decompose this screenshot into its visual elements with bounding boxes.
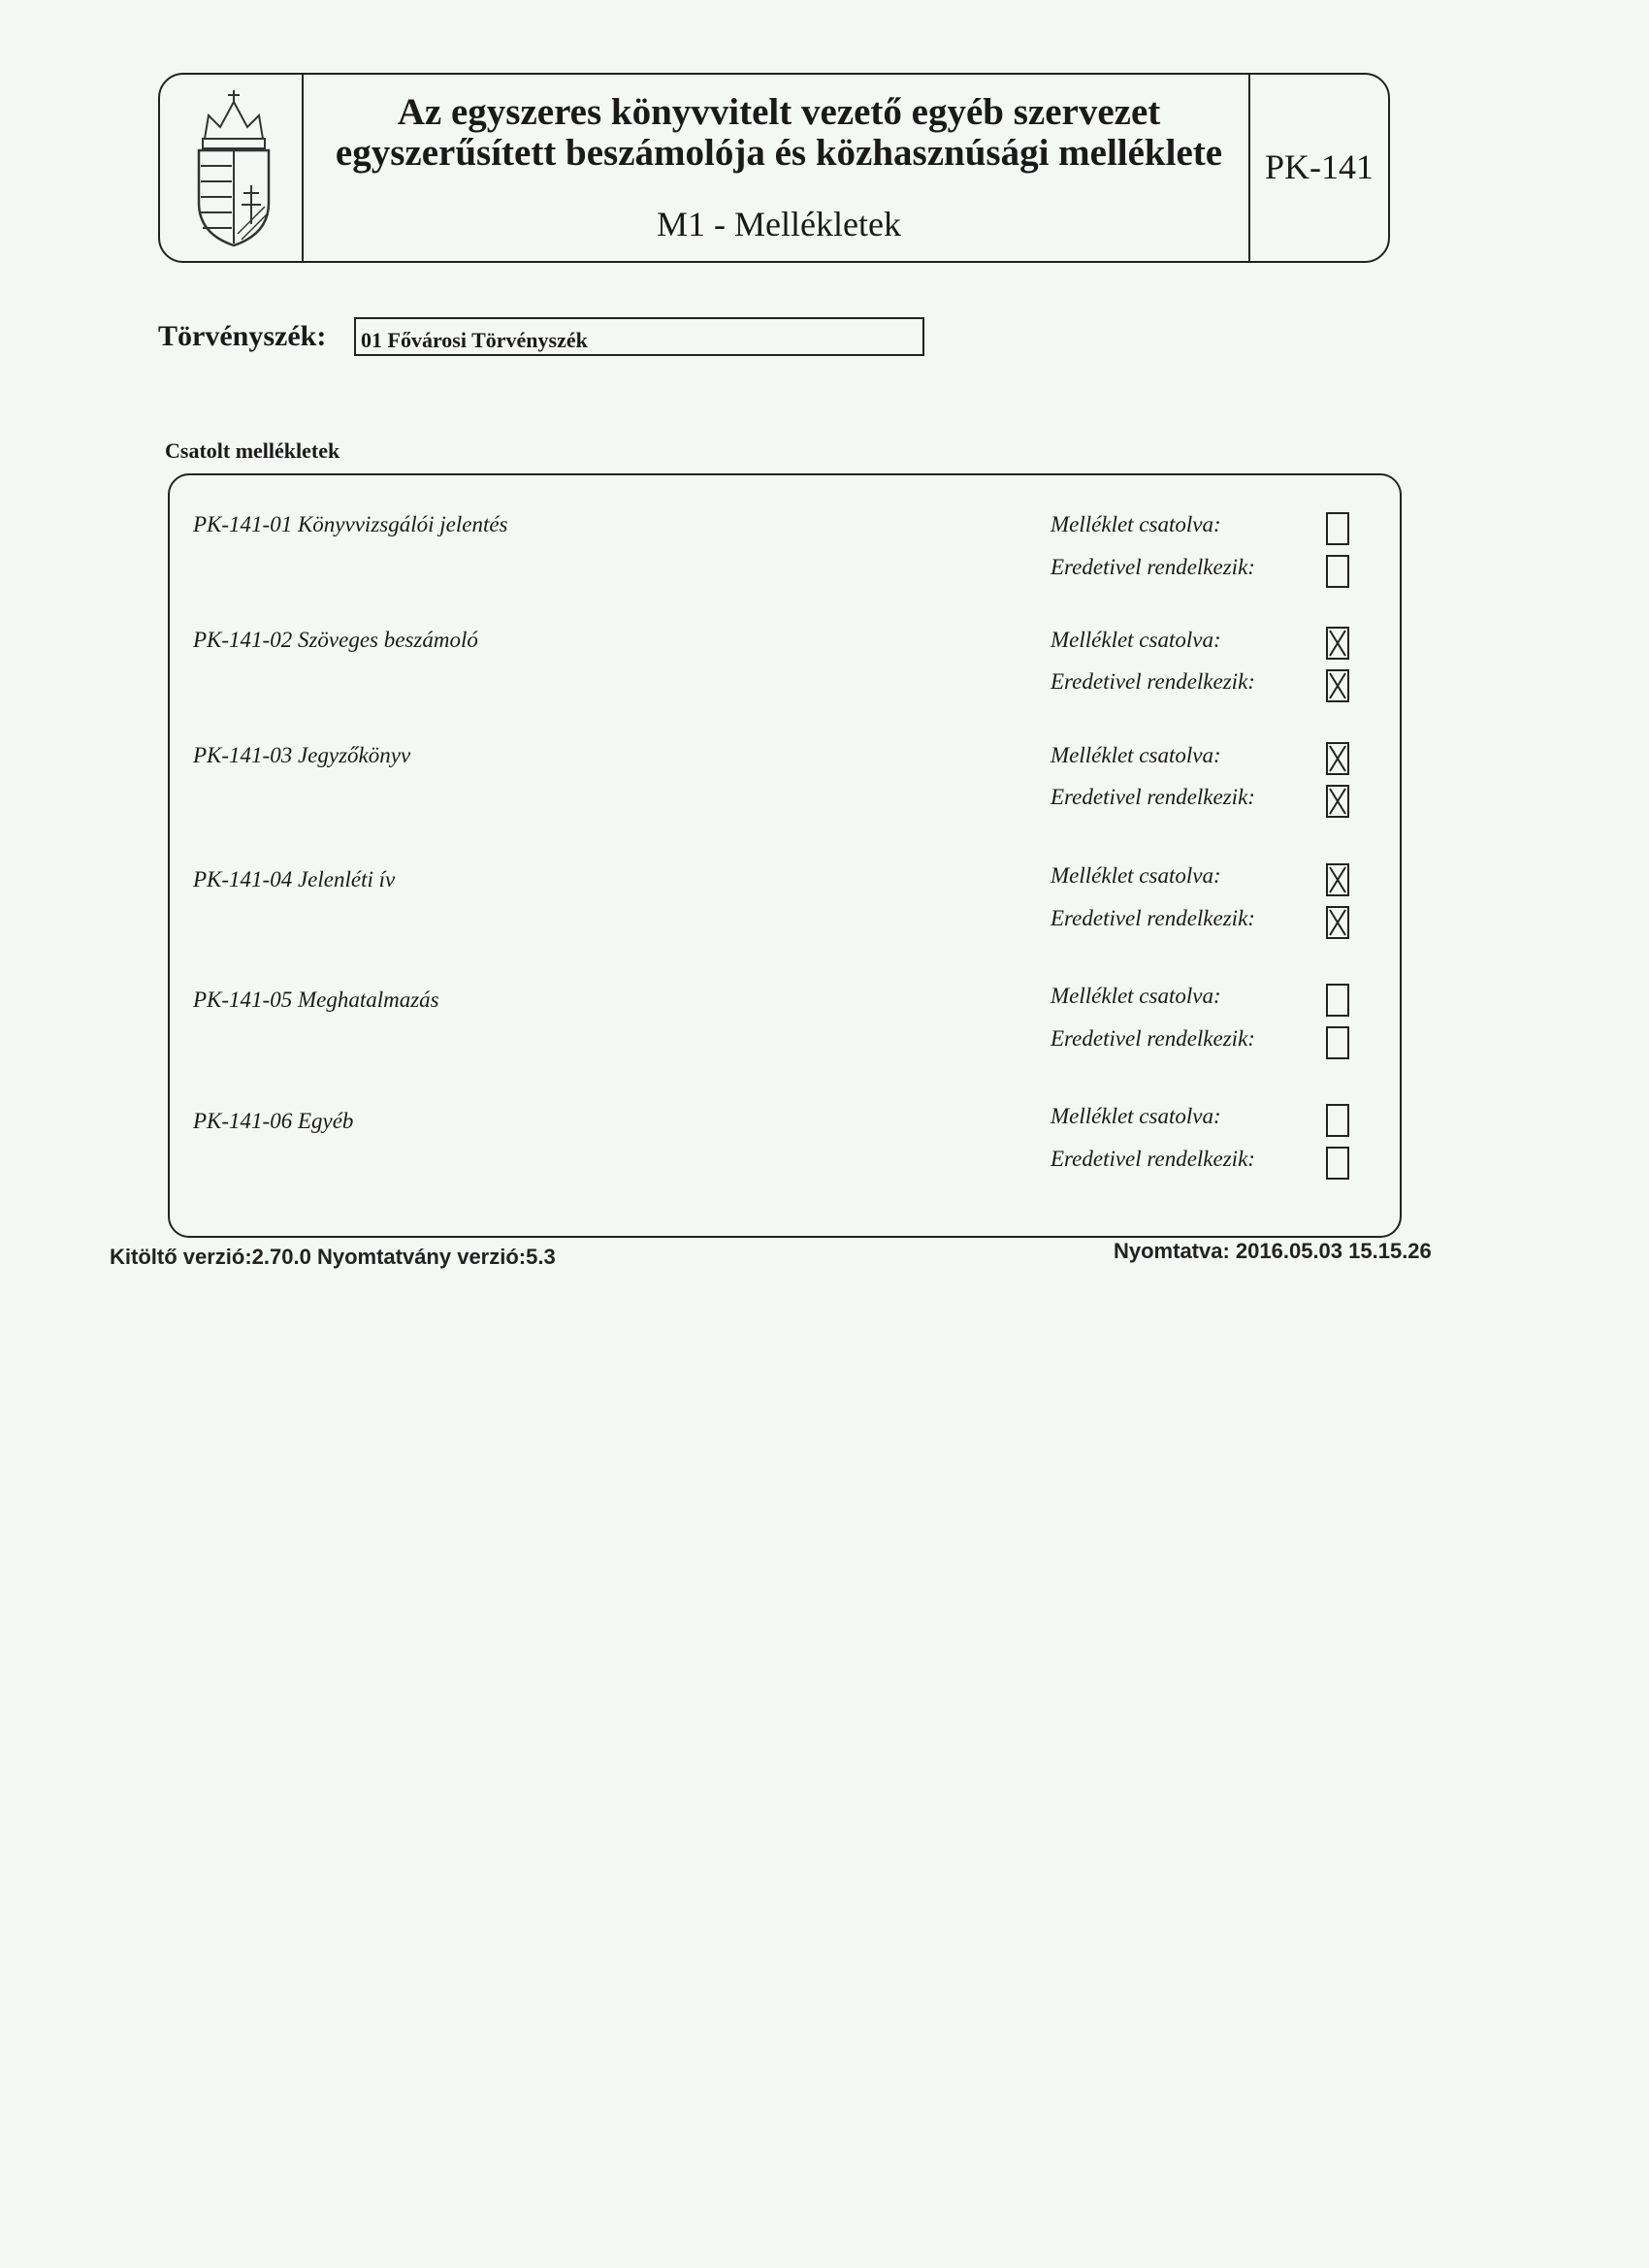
original-label: Eredetivel rendelkezik: bbox=[1051, 555, 1255, 579]
attachment-01-original-checkbox[interactable] bbox=[1326, 555, 1349, 588]
attached-label: Melléklet csatolva: bbox=[1051, 863, 1221, 888]
attachment-item-name: PK-141-06 Egyéb bbox=[193, 1109, 354, 1133]
attachments-section-label: Csatolt mellékletek bbox=[165, 438, 340, 463]
form-title-line2: egyszerűsített beszámolója és közhasznúsági melléklete bbox=[335, 132, 1223, 174]
attachment-item-name: PK-141-02 Szöveges beszámoló bbox=[193, 628, 478, 652]
attached-label: Melléklet csatolva: bbox=[1051, 984, 1221, 1008]
original-label: Eredetivel rendelkezik: bbox=[1051, 669, 1255, 694]
attachment-03-attached-checkbox[interactable] bbox=[1326, 742, 1349, 775]
court-label: Törvényszék: bbox=[158, 320, 327, 352]
attachment-03-original-checkbox[interactable] bbox=[1326, 785, 1349, 818]
attachment-04-original-checkbox[interactable] bbox=[1326, 906, 1349, 939]
form-header bbox=[158, 73, 1390, 263]
checkmark-x-icon bbox=[1328, 865, 1347, 894]
form-code-cell bbox=[1248, 75, 1388, 263]
attachment-01-attached-checkbox[interactable] bbox=[1326, 512, 1349, 545]
attachment-02-attached-checkbox[interactable] bbox=[1326, 627, 1349, 660]
form-title bbox=[306, 92, 1252, 174]
original-label: Eredetivel rendelkezik: bbox=[1051, 1147, 1255, 1171]
attachment-02-original-checkbox[interactable] bbox=[1326, 669, 1349, 702]
hungarian-coat-of-arms-icon bbox=[193, 88, 275, 249]
attachments-box bbox=[168, 473, 1402, 1238]
form-title-line1: Az egyszeres könyvvitelt vezető egyéb szervezet bbox=[397, 91, 1161, 133]
checkmark-x-icon bbox=[1328, 787, 1347, 816]
form-code: PK-141 bbox=[1264, 147, 1374, 186]
checkmark-x-icon bbox=[1328, 629, 1347, 658]
court-field[interactable]: 01 Fővárosi Törvényszék bbox=[354, 317, 924, 356]
checkmark-x-icon bbox=[1328, 908, 1347, 937]
emblem-cell bbox=[160, 75, 304, 263]
original-label: Eredetivel rendelkezik: bbox=[1051, 1026, 1255, 1051]
attachment-06-attached-checkbox[interactable] bbox=[1326, 1104, 1349, 1137]
attachment-item-name: PK-141-04 Jelenléti ív bbox=[193, 867, 396, 891]
original-label: Eredetivel rendelkezik: bbox=[1051, 785, 1255, 809]
footer-printed-date: Nyomtatva: 2016.05.03 15.15.26 bbox=[1114, 1239, 1432, 1263]
attachment-04-attached-checkbox[interactable] bbox=[1326, 863, 1349, 896]
attached-label: Melléklet csatolva: bbox=[1051, 1104, 1221, 1128]
attachment-item-name: PK-141-03 Jegyzőkönyv bbox=[193, 743, 411, 767]
attached-label: Melléklet csatolva: bbox=[1051, 512, 1221, 536]
attachment-06-original-checkbox[interactable] bbox=[1326, 1147, 1349, 1180]
attachment-05-original-checkbox[interactable] bbox=[1326, 1026, 1349, 1059]
header-divider bbox=[304, 261, 1248, 263]
footer-versions: Kitöltő verzió:2.70.0 Nyomtatvány verzió:5.3 bbox=[110, 1245, 556, 1269]
attached-label: Melléklet csatolva: bbox=[1051, 743, 1221, 767]
attachment-item-name: PK-141-05 Meghatalmazás bbox=[193, 988, 439, 1012]
attached-label: Melléklet csatolva: bbox=[1051, 628, 1221, 652]
form-subtitle: M1 - Mellékletek bbox=[657, 205, 901, 243]
attachment-05-attached-checkbox[interactable] bbox=[1326, 984, 1349, 1017]
original-label: Eredetivel rendelkezik: bbox=[1051, 906, 1255, 930]
checkmark-x-icon bbox=[1328, 671, 1347, 700]
attachment-item-name: PK-141-01 Könyvvizsgálói jelentés bbox=[193, 512, 508, 536]
checkmark-x-icon bbox=[1328, 744, 1347, 773]
